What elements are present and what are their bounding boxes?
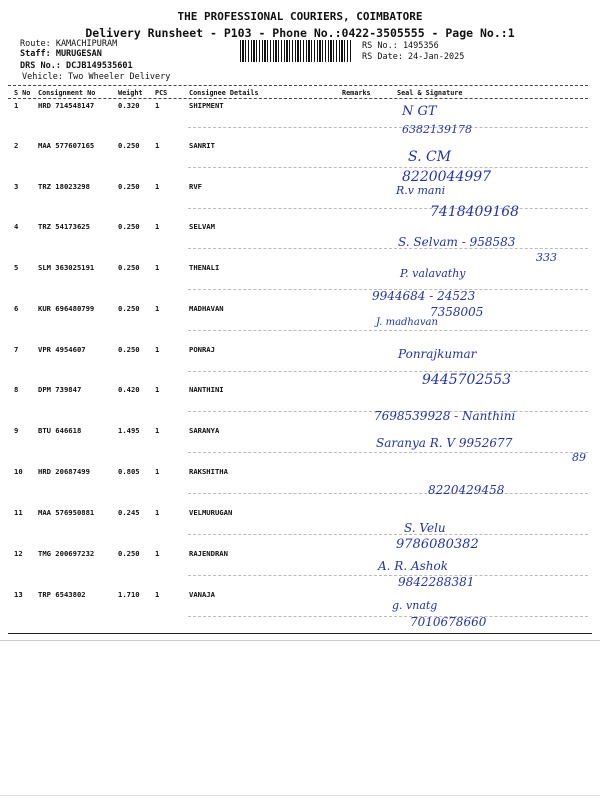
row-sno: 8 xyxy=(14,385,19,394)
row-consignee: THENALI xyxy=(189,263,220,272)
row-sno: 3 xyxy=(14,182,19,191)
row-sno: 12 xyxy=(14,549,23,558)
runsheet-subtitle: Delivery Runsheet - P103 - Phone No.:0422-3505555 - Page No.:1 xyxy=(85,26,515,40)
handwritten-phone: 333 xyxy=(536,251,557,264)
row-consignment-no: KUR 696480799 xyxy=(38,304,95,313)
row-divider xyxy=(188,248,588,249)
handwritten-signature: 7358005 xyxy=(430,305,484,319)
row-pcs: 1 xyxy=(155,182,160,191)
handwritten-phone: 9445702553 xyxy=(422,372,512,388)
handwritten-phone: 9842288381 xyxy=(398,575,475,589)
row-divider xyxy=(188,371,588,372)
rs-date: RS Date: 24-Jan-2025 xyxy=(362,52,465,62)
row-sno: 2 xyxy=(14,141,19,150)
handwritten-phone: 89 xyxy=(572,451,586,464)
row-weight: 0.250 xyxy=(118,141,140,150)
row-consignee: RAJENDRAN xyxy=(189,549,228,558)
row-divider xyxy=(188,167,588,168)
row-divider xyxy=(188,127,588,128)
handwritten-phone: J. madhavan xyxy=(376,317,438,328)
table-row xyxy=(0,263,600,303)
col-pcs: PCS xyxy=(155,89,168,97)
row-weight: 0.245 xyxy=(118,508,140,517)
handwritten-signature: P. valavathy xyxy=(400,267,466,280)
row-consignment-no: SLM 363025191 xyxy=(38,263,95,272)
row-pcs: 1 xyxy=(155,101,160,110)
row-divider xyxy=(188,452,588,453)
row-divider xyxy=(188,208,588,209)
handwritten-signature: Ponrajkumar xyxy=(398,347,477,361)
drs-number: DRS No.: DCJB149535601 xyxy=(20,61,133,71)
handwritten-signature: 8220429458 xyxy=(428,483,505,497)
row-consignee: VELMURUGAN xyxy=(189,508,233,517)
row-divider xyxy=(188,330,588,331)
table-row xyxy=(0,304,600,344)
row-pcs: 1 xyxy=(155,304,160,313)
header-rule-top xyxy=(8,85,588,86)
handwritten-signature: Saranya R. V 9952677 xyxy=(376,436,513,450)
handwritten-signature: S. Velu xyxy=(404,521,446,535)
row-consignment-no: VPR 4954607 xyxy=(38,345,86,354)
col-consignee: Consignee Details xyxy=(189,89,259,97)
row-consignment-no: BTU 646618 xyxy=(38,426,82,435)
row-weight: 1.710 xyxy=(118,590,140,599)
row-consignment-no: MAA 576950881 xyxy=(38,508,95,517)
vehicle-field: Vehicle: Two Wheeler Delivery xyxy=(22,72,171,82)
page-footer-edge xyxy=(0,795,600,796)
row-pcs: 1 xyxy=(155,508,160,517)
row-divider xyxy=(188,534,588,535)
company-title: THE PROFESSIONAL COURIERS, COIMBATORE xyxy=(177,10,423,23)
handwritten-signature: A. R. Ashok xyxy=(378,559,449,573)
table-row xyxy=(0,590,600,630)
row-consignment-no: HRD 714548147 xyxy=(38,101,95,110)
row-sno: 13 xyxy=(14,590,23,599)
row-divider xyxy=(188,575,588,576)
row-consignment-no: TRZ 18023298 xyxy=(38,182,90,191)
row-sno: 4 xyxy=(14,222,19,231)
row-consignment-no: TMG 200697232 xyxy=(38,549,95,558)
header-rule-bottom xyxy=(8,98,588,99)
row-weight: 0.250 xyxy=(118,222,140,231)
row-consignee: MADHAVAN xyxy=(189,304,224,313)
route-field: Route: KAMACHIPURAM xyxy=(20,39,118,49)
handwritten-phone: 9786080382 xyxy=(396,537,479,552)
row-weight: 0.805 xyxy=(118,467,140,476)
row-sno: 7 xyxy=(14,345,19,354)
table-row xyxy=(0,549,600,589)
table-row xyxy=(0,467,600,507)
col-remarks: Remarks xyxy=(342,89,371,97)
row-pcs: 1 xyxy=(155,549,160,558)
row-consignee: RAKSHITHA xyxy=(189,467,228,476)
row-pcs: 1 xyxy=(155,141,160,150)
rs-number: RS No.: 1495356 xyxy=(362,41,439,51)
table-row xyxy=(0,508,600,548)
row-consignment-no: TRP 6543802 xyxy=(38,590,86,599)
handwritten-signature: R.v mani xyxy=(396,184,446,197)
row-weight: 0.250 xyxy=(118,549,140,558)
staff-field: Staff: MURUGESAN xyxy=(20,49,102,59)
row-consignee: SANRIT xyxy=(189,141,215,150)
row-pcs: 1 xyxy=(155,385,160,394)
col-sno: S No xyxy=(14,89,31,97)
row-weight: 0.250 xyxy=(118,263,140,272)
row-sno: 1 xyxy=(14,101,19,110)
col-consignment: Consignment No xyxy=(38,89,96,97)
row-divider xyxy=(188,493,588,494)
row-pcs: 1 xyxy=(155,426,160,435)
handwritten-signature: S. CM xyxy=(408,149,452,165)
table-bottom-rule xyxy=(8,633,592,634)
handwritten-phone: 6382139178 xyxy=(402,123,472,136)
row-consignment-no: MAA 577607165 xyxy=(38,141,95,150)
col-weight: Weight xyxy=(118,89,143,97)
col-seal: Seal & Signature xyxy=(397,89,463,97)
handwritten-signature: 7698539928 - Nanthini xyxy=(374,409,516,423)
handwritten-signature: g. vnatg xyxy=(392,599,438,612)
row-weight: 1.495 xyxy=(118,426,140,435)
page-divider xyxy=(0,640,600,641)
row-consignment-no: TRZ 54173625 xyxy=(38,222,90,231)
handwritten-phone: 7418409168 xyxy=(430,204,520,220)
row-pcs: 1 xyxy=(155,590,160,599)
row-pcs: 1 xyxy=(155,467,160,476)
row-weight: 0.250 xyxy=(118,304,140,313)
row-sno: 11 xyxy=(14,508,23,517)
row-consignee: RVF xyxy=(189,182,202,191)
handwritten-phone: 9944684 - 24523 xyxy=(372,289,476,303)
row-weight: 0.420 xyxy=(118,385,140,394)
row-consignee: PONRAJ xyxy=(189,345,215,354)
handwritten-signature: N GT xyxy=(402,104,437,119)
row-weight: 0.250 xyxy=(118,345,140,354)
row-consignee: SHIPMENT xyxy=(189,101,224,110)
row-sno: 6 xyxy=(14,304,19,313)
row-consignee: SELVAM xyxy=(189,222,215,231)
row-consignment-no: DPM 739847 xyxy=(38,385,82,394)
row-consignee: VANAJA xyxy=(189,590,215,599)
barcode xyxy=(240,40,352,62)
table-row xyxy=(0,101,600,141)
row-consignment-no: HRD 20687499 xyxy=(38,467,90,476)
handwritten-phone: 8220044997 xyxy=(402,169,492,185)
row-sno: 10 xyxy=(14,467,23,476)
row-weight: 0.250 xyxy=(118,182,140,191)
handwritten-signature: S. Selvam - 958583 xyxy=(398,235,516,249)
row-pcs: 1 xyxy=(155,263,160,272)
row-pcs: 1 xyxy=(155,345,160,354)
table-row xyxy=(0,141,600,181)
row-consignee: SARANYA xyxy=(189,426,220,435)
handwritten-phone: 7010678660 xyxy=(410,615,487,629)
row-divider xyxy=(188,616,588,617)
row-pcs: 1 xyxy=(155,222,160,231)
row-sno: 9 xyxy=(14,426,19,435)
row-consignee: NANTHINI xyxy=(189,385,224,394)
row-sno: 5 xyxy=(14,263,19,272)
row-weight: 0.320 xyxy=(118,101,140,110)
